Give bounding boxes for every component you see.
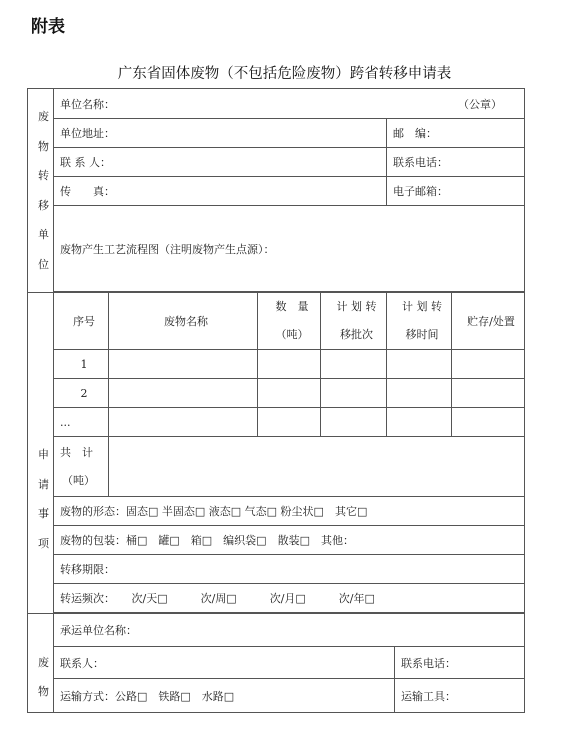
row-2-batches[interactable] xyxy=(321,379,387,408)
appendix-label: 附表 xyxy=(31,17,65,37)
waste-form-field[interactable] xyxy=(54,497,525,526)
contact-field[interactable] xyxy=(54,148,387,177)
carrier-contact-field[interactable] xyxy=(54,647,395,679)
total-label-line2: （吨） xyxy=(62,473,95,487)
transfer-frequency-label: 转运频次： 次/天□ 次/周□ 次/月□ 次/年□ xyxy=(60,592,375,605)
contact-label: 联 系 人： xyxy=(60,156,111,169)
section-unit-char: 废 xyxy=(38,110,49,123)
row-3-disposal[interactable] xyxy=(452,408,525,437)
transport-vehicle-label: 运输工具： xyxy=(401,689,456,703)
header-batches xyxy=(321,293,387,350)
row-seq-2: 2 xyxy=(54,379,109,408)
total-label xyxy=(54,437,109,497)
waste-package-field[interactable] xyxy=(54,526,525,555)
email-field[interactable] xyxy=(387,177,525,206)
row-1-quantity[interactable] xyxy=(258,350,321,379)
fax-label: 传 真： xyxy=(60,185,115,198)
row-3-quantity[interactable] xyxy=(258,408,321,437)
section-apply-char: 申 xyxy=(38,448,49,461)
header-seq: 序号 xyxy=(54,293,109,350)
section-unit-label xyxy=(28,89,54,293)
row-1-batches[interactable] xyxy=(321,350,387,379)
row-1-disposal[interactable] xyxy=(452,350,525,379)
carrier-name-field[interactable] xyxy=(54,614,525,647)
postcode-label: 邮 编： xyxy=(393,127,437,140)
header-time-line2: 移时间 xyxy=(405,328,439,341)
transfer-period-field[interactable] xyxy=(54,555,525,584)
row-3-time[interactable] xyxy=(387,408,452,437)
process-diagram-label: 废物产生工艺流程图（注明废物产生点源）： xyxy=(60,242,275,256)
waste-package-label: 废物的包装：桶□ 罐□ 箱□ 编织袋□ 散装□ 其他： xyxy=(60,534,354,547)
transfer-frequency-field[interactable] xyxy=(54,584,525,613)
carrier-phone-field[interactable] xyxy=(395,647,525,679)
row-1-time[interactable] xyxy=(387,350,452,379)
section-apply-char: 项 xyxy=(38,536,49,550)
header-quantity-line1: 数 量 xyxy=(275,300,309,313)
section-transport-label xyxy=(28,614,54,713)
postcode-field[interactable] xyxy=(387,119,525,148)
row-seq-ellipsis: ... xyxy=(54,408,109,437)
row-seq-1: 1 xyxy=(54,350,109,379)
row-3-waste-name[interactable] xyxy=(109,408,258,437)
section-unit-char: 位 xyxy=(38,257,49,271)
total-label-line1: 共 计 xyxy=(60,445,93,459)
row-2-disposal[interactable] xyxy=(452,379,525,408)
row-2-quantity[interactable] xyxy=(258,379,321,408)
header-time xyxy=(387,293,452,350)
section-unit-char: 物 xyxy=(38,139,49,153)
phone-field[interactable] xyxy=(387,148,525,177)
section-unit-char: 移 xyxy=(38,198,49,212)
header-disposal: 贮存/处置 xyxy=(452,293,525,350)
carrier-contact-label: 联系人： xyxy=(60,656,104,670)
header-batches-line2: 移批次 xyxy=(340,328,373,341)
header-quantity xyxy=(258,293,321,350)
section-apply-char: 请 xyxy=(38,477,49,491)
phone-label: 联系电话： xyxy=(393,156,448,169)
application-form xyxy=(27,88,525,713)
unit-name-field[interactable] xyxy=(54,89,525,119)
unit-address-label: 单位地址： xyxy=(60,127,115,140)
section-unit-char: 单 xyxy=(38,228,49,241)
row-2-time[interactable] xyxy=(387,379,452,408)
email-label: 电子邮箱： xyxy=(393,185,448,198)
row-3-batches[interactable] xyxy=(321,408,387,437)
total-value-field[interactable] xyxy=(109,437,525,497)
header-time-line1: 计 划 转 xyxy=(402,300,442,313)
transport-vehicle-field[interactable] xyxy=(395,679,525,713)
form-title: 广东省固体废物（不包括危险废物）跨省转移申请表 xyxy=(117,66,452,82)
unit-name-label: 单位名称： xyxy=(60,97,115,111)
carrier-name-label: 承运单位名称： xyxy=(60,624,137,637)
header-quantity-line2: （吨） xyxy=(275,328,309,341)
section-transport-char: 物 xyxy=(38,685,49,698)
waste-form-label: 废物的形态：固态□ 半固态□ 液态□ 气态□ 粉尘状□ 其它□ xyxy=(60,505,368,518)
header-batches-line1: 计 划 转 xyxy=(336,300,377,313)
section-unit-char: 转 xyxy=(38,169,49,182)
row-2-waste-name[interactable] xyxy=(109,379,258,408)
unit-address-field[interactable] xyxy=(54,119,387,148)
section-apply-label xyxy=(28,293,54,614)
process-diagram-field[interactable] xyxy=(54,206,525,292)
header-waste-name: 废物名称 xyxy=(109,293,258,350)
carrier-phone-label: 联系电话： xyxy=(401,656,456,670)
section-transport-char: 废 xyxy=(38,655,49,669)
row-1-waste-name[interactable] xyxy=(109,350,258,379)
transport-mode-label: 运输方式：公路□ 铁路□ 水路□ xyxy=(60,689,235,703)
section-apply-char: 事 xyxy=(38,507,49,520)
fax-field[interactable] xyxy=(54,177,387,206)
transfer-period-label: 转移期限： xyxy=(60,563,115,576)
seal-label: （公章） xyxy=(458,97,503,111)
transport-mode-field[interactable] xyxy=(54,679,395,713)
